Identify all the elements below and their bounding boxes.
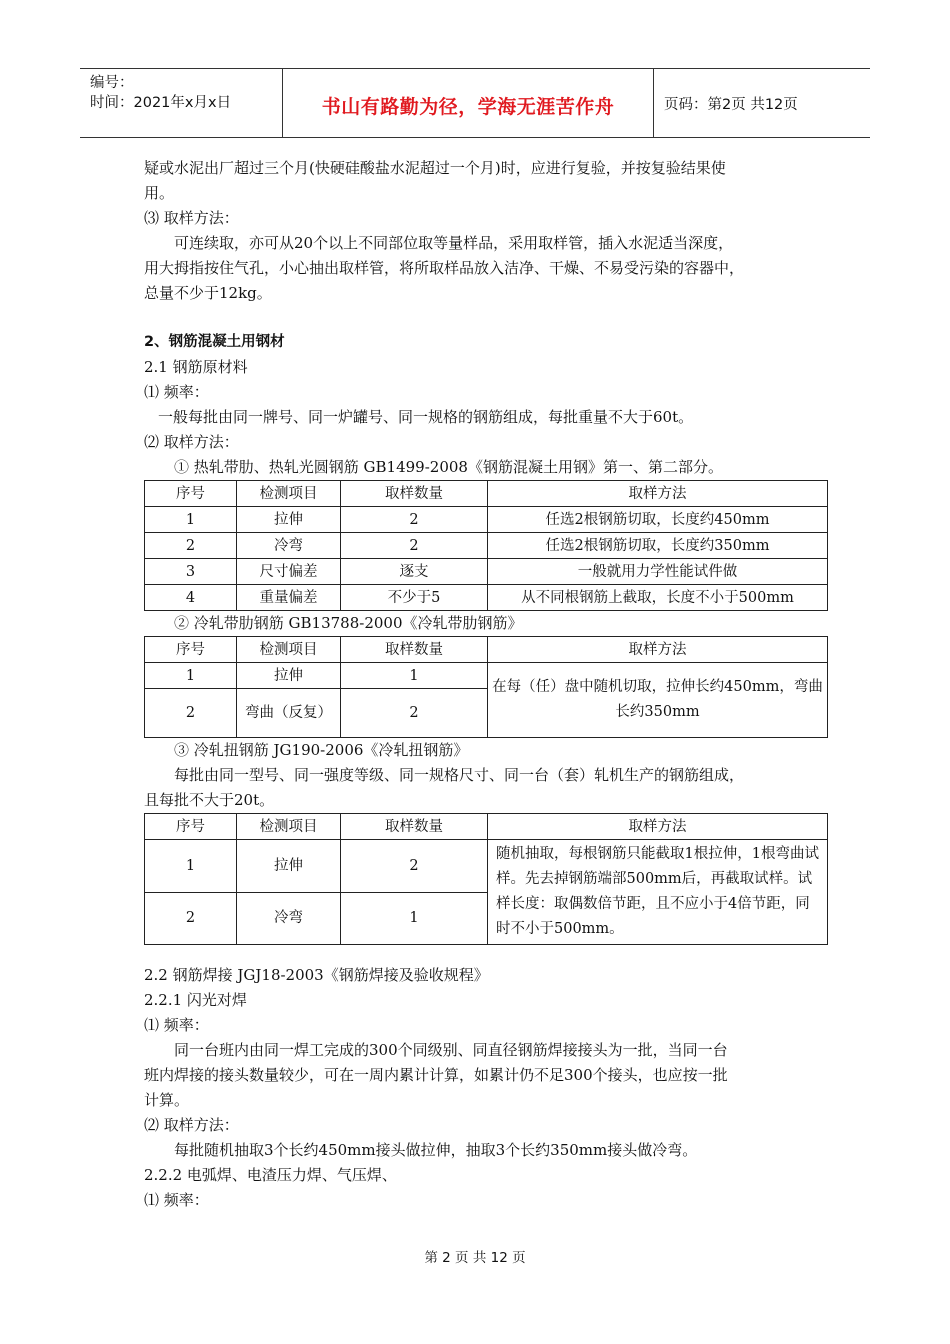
paragraph: 可连续取，亦可从20个以上不同部位取等量样品，采用取样管，插入水泥适当深度，: [174, 234, 734, 252]
paragraph: 用。: [144, 184, 175, 202]
subsection-heading: 2.2.2 电弧焊、电渣压力焊、气压焊、: [144, 1166, 397, 1184]
table-cell: 3: [145, 559, 237, 585]
paragraph: 总量不少于12kg。: [144, 284, 272, 302]
table-cell: 弯曲（反复）: [237, 689, 341, 738]
table-caption: ② 冷轧带肋钢筋 GB13788-2000《冷轧带肋钢筋》: [174, 614, 523, 632]
header-cell: 取样方法: [488, 481, 828, 507]
table-cell: 任选2根钢筋切取，长度约350mm: [488, 533, 828, 559]
table-row: [145, 840, 828, 893]
table-cell: 1: [341, 663, 488, 689]
subsection-label: ⑴ 频率：: [144, 1016, 209, 1034]
paragraph: 且每批不大于20t。: [144, 791, 275, 809]
paragraph: 一般每批由同一牌号、同一炉罐号、同一规格的钢筋组成，每批重量不大于60t。: [158, 408, 694, 426]
header-slogan: 书山有路勤为径，学海无涯苦作舟: [282, 69, 654, 137]
header-meta: [80, 69, 282, 137]
page-footer: 第 2 页 共 12 页: [424, 1250, 526, 1266]
header-cell: 取样数量: [341, 481, 488, 507]
header-cell: 序号: [145, 637, 237, 663]
table-header-row: [145, 637, 828, 663]
table-cell: 2: [341, 507, 488, 533]
table-cell: 不少于5: [341, 585, 488, 611]
document-body: [144, 156, 828, 1213]
header-cell: 检测项目: [237, 637, 341, 663]
page-header: [80, 68, 870, 138]
header-cell: 取样数量: [341, 637, 488, 663]
subsection-label: ⑵ 取样方法：: [144, 1116, 239, 1134]
table-row: [145, 559, 828, 585]
table-cell: 逐支: [341, 559, 488, 585]
paragraph: 计算。: [144, 1091, 190, 1109]
table-cell: 1: [145, 840, 237, 893]
table-cell: 任选2根钢筋切取，长度约450mm: [488, 507, 828, 533]
header-cell: 取样方法: [488, 637, 828, 663]
table-cell: 拉伸: [237, 507, 341, 533]
table-caption: ① 热轧带肋、热轧光圆钢筋 GB1499-2008《钢筋混凝土用钢》第一、第二部分。: [174, 458, 723, 476]
subsection-heading: 2.1 钢筋原材料: [144, 358, 248, 376]
table-header-row: [145, 481, 828, 507]
paragraph: 同一台班内由同一焊工完成的300个同级别、同直径钢筋焊接接头为一批，当同一台: [174, 1041, 728, 1059]
header-cell: 序号: [145, 814, 237, 840]
table-header-row: [145, 814, 828, 840]
subsection-heading: 2.2 钢筋焊接 JGJ18-2003《钢筋焊接及验收规程》: [144, 966, 489, 984]
table-row: [145, 663, 828, 689]
subsection-label: ⑶ 取样方法：: [144, 209, 239, 227]
document-time-label: 时间：2021年x月x日: [90, 95, 232, 111]
table-cell: 拉伸: [237, 840, 341, 893]
header-cell: 检测项目: [237, 814, 341, 840]
document-number-label: 编号：: [90, 75, 134, 91]
paragraph: 每批随机抽取3个长约450mm接头做拉伸，抽取3个长约350mm接头做冷弯。: [174, 1141, 698, 1159]
table-row: [145, 507, 828, 533]
table-cell: 2: [341, 840, 488, 893]
paragraph: 班内焊接的接头数量较少，可在一周内累计计算，如累计仍不足300个接头，也应按一批: [144, 1066, 728, 1084]
table-cell: 冷弯: [237, 533, 341, 559]
paragraph: 每批由同一型号、同一强度等级、同一规格尺寸、同一台（套）轧机生产的钢筋组成，: [174, 766, 745, 784]
table-cell: 4: [145, 585, 237, 611]
table-cell: 2: [145, 892, 237, 945]
paragraph: 疑或水泥出厂超过三个月(快硬硅酸盐水泥超过一个月)时，应进行复验，并按复验结果使: [144, 159, 726, 177]
header-cell: 序号: [145, 481, 237, 507]
subsection-heading: 2.2.1 闪光对焊: [144, 991, 247, 1009]
sampling-table-cold-rolled-ribbed: [144, 636, 828, 738]
header-page-number: 页码：第2页 共12页: [664, 96, 798, 113]
table-caption: ③ 冷轧扭钢筋 JG190-2006《冷轧扭钢筋》: [174, 741, 469, 759]
header-cell: 取样数量: [341, 814, 488, 840]
table-cell: 2: [145, 689, 237, 738]
subsection-label: ⑵ 取样方法：: [144, 433, 239, 451]
section-heading: 2、钢筋混凝土用钢材: [144, 334, 285, 350]
paragraph: 用大拇指按住气孔，小心抽出取样管，将所取样品放入洁净、干燥、不易受污染的容器中，: [144, 259, 745, 277]
table-row: [145, 585, 828, 611]
table-cell-method: 在每（任）盘中随机切取，拉伸长约450mm，弯曲长约350mm: [488, 663, 828, 738]
table-cell: 2: [145, 533, 237, 559]
table-cell: 2: [341, 689, 488, 738]
table-cell: 1: [341, 892, 488, 945]
table-row: [145, 533, 828, 559]
table-cell-method: 随机抽取，每根钢筋只能截取1根拉伸，1根弯曲试样。先去掉钢筋端部500mm后，再截取试样。试样长度：取偶数倍节距，且不应小于4倍节距，同时不小于500mm。: [488, 840, 828, 945]
header-cell: 取样方法: [488, 814, 828, 840]
table-cell: 冷弯: [237, 892, 341, 945]
header-cell: 检测项目: [237, 481, 341, 507]
sampling-table-hot-rolled: [144, 480, 828, 611]
table-cell: 2: [341, 533, 488, 559]
table-cell: 拉伸: [237, 663, 341, 689]
table-cell: 从不同根钢筋上截取，长度不小于500mm: [488, 585, 828, 611]
subsection-label: ⑴ 频率：: [144, 1191, 209, 1209]
table-cell: 1: [145, 507, 237, 533]
table-cell: 一般就用力学性能试件做: [488, 559, 828, 585]
table-cell: 尺寸偏差: [237, 559, 341, 585]
table-cell: 1: [145, 663, 237, 689]
subsection-label: ⑴ 频率：: [144, 383, 209, 401]
sampling-table-cold-rolled-twisted: [144, 813, 828, 945]
table-cell: 重量偏差: [237, 585, 341, 611]
